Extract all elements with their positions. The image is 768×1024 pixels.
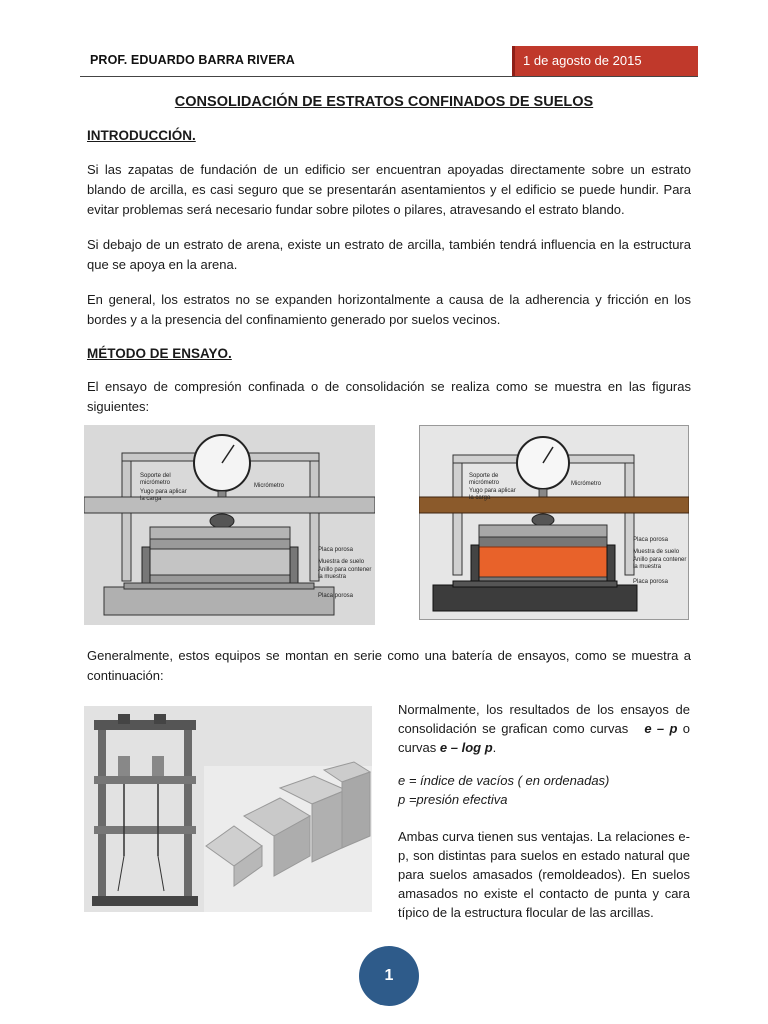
page-number: 1	[359, 946, 419, 1006]
method-paragraph-2: Generalmente, estos equipos se montan en serie como una batería de ensayos, como se muestra a continuación:	[87, 648, 691, 683]
intro-heading: INTRODUCCIÓN.	[87, 128, 196, 143]
fig2-label-placa-top: Placa porosa	[633, 537, 669, 543]
fig2-label-muestra: Muestra de suelo	[633, 549, 680, 555]
definition-e: e = índice de vacíos ( en ordenadas)	[398, 773, 610, 788]
curve-e-log-p: e – log p	[439, 740, 493, 755]
fig2-label-soporte2: micrómetro	[469, 480, 500, 486]
consolidometer-diagram-color	[419, 425, 689, 620]
fig2-label-yugo: Yugo para aplicar	[469, 488, 516, 494]
fig2-label-soporte: Soporte de	[469, 473, 499, 479]
intro-paragraph-1: Si las zapatas de fundación de un edificio ser encuentran apoyadas directamente sobre un estrato blando de arcilla, es casi seguro que se presentarán asentamientos y el edificio se puede hundir. Para evitar problemas será necesario fundar sobre pilotes o pilares, atravesando el estrato blando.	[87, 162, 691, 217]
consolidometer-diagram-gray	[84, 425, 375, 625]
fig1-label-placa-top: Placa porosa	[318, 547, 354, 553]
fig1-label-yugo: Yugo para aplicar	[140, 489, 187, 495]
results-intro-text-c: .	[492, 740, 497, 755]
fig2-label-anillo: Anillo para contener	[633, 557, 687, 563]
results-intro-text-b: o curvas	[398, 721, 691, 755]
method-paragraph-1: El ensayo de compresión confinada o de consolidación se realiza como se muestra en las figuras siguientes:	[87, 379, 691, 414]
fig1-label-muestra: Muestra de suelo	[318, 559, 365, 565]
fig1-label-anillo: Anillo para contener	[318, 567, 372, 573]
intro-paragraph-3: En general, los estratos no se expanden horizontalmente a causa de la adherencia y fricción en los bordes y a la presencia del confinamiento generado por suelos vecinos.	[87, 292, 691, 327]
fig1-label-placa-bottom: Placa porosa	[318, 593, 354, 599]
results-intro-text-a: Normalmente, los resultados de los ensayos de consolidación se grafican como curvas	[398, 702, 690, 736]
fig2-label-yugo2: la carga	[469, 495, 491, 501]
curve-e-p: e – p	[644, 721, 678, 736]
fig1-label-anillo2: la muestra	[318, 574, 347, 580]
intro-paragraph-2: Si debajo de un estrato de arena, existe un estrato de arcilla, también tendrá influencia en la estructura que se apoya en la arena.	[87, 237, 691, 272]
fig1-label-micrometro: Micrómetro	[254, 483, 285, 489]
method-heading: MÉTODO DE ENSAYO.	[87, 346, 232, 361]
test-battery-photo	[84, 706, 372, 912]
author-name: PROF. EDUARDO BARRA RIVERA	[90, 53, 295, 67]
fig2-label-anillo2: la muestra	[633, 564, 662, 570]
document-title	[0, 94, 768, 110]
fig2-label-placa-bottom: Placa porosa	[633, 579, 669, 585]
fig1-label-soporte: Soporte del	[140, 473, 171, 479]
definition-p: p =presión efectiva	[398, 792, 508, 807]
date-badge: 1 de agosto de 2015	[512, 46, 698, 76]
fig1-label-soporte2: micrómetro	[140, 480, 171, 486]
page-header	[80, 46, 698, 76]
results-paragraph-2: Ambas curva tienen sus ventajas. La relaciones e-p, son distintas para suelos en estado natural que para suelos amasados (remoldeados). En suelos amasados no existe el contacto de punta y cara típico de la estructura flocular de las arcillas.	[398, 829, 690, 920]
fig1-label-yugo2: la carga	[140, 496, 162, 502]
header-divider	[80, 76, 698, 77]
document-title-text: CONSOLIDACIÓN DE ESTRATOS CONFINADOS DE SUELOS	[174, 94, 594, 110]
results-text-block	[398, 700, 690, 922]
fig2-label-micrometro: Micrómetro	[571, 481, 602, 487]
results-intro	[398, 700, 690, 757]
